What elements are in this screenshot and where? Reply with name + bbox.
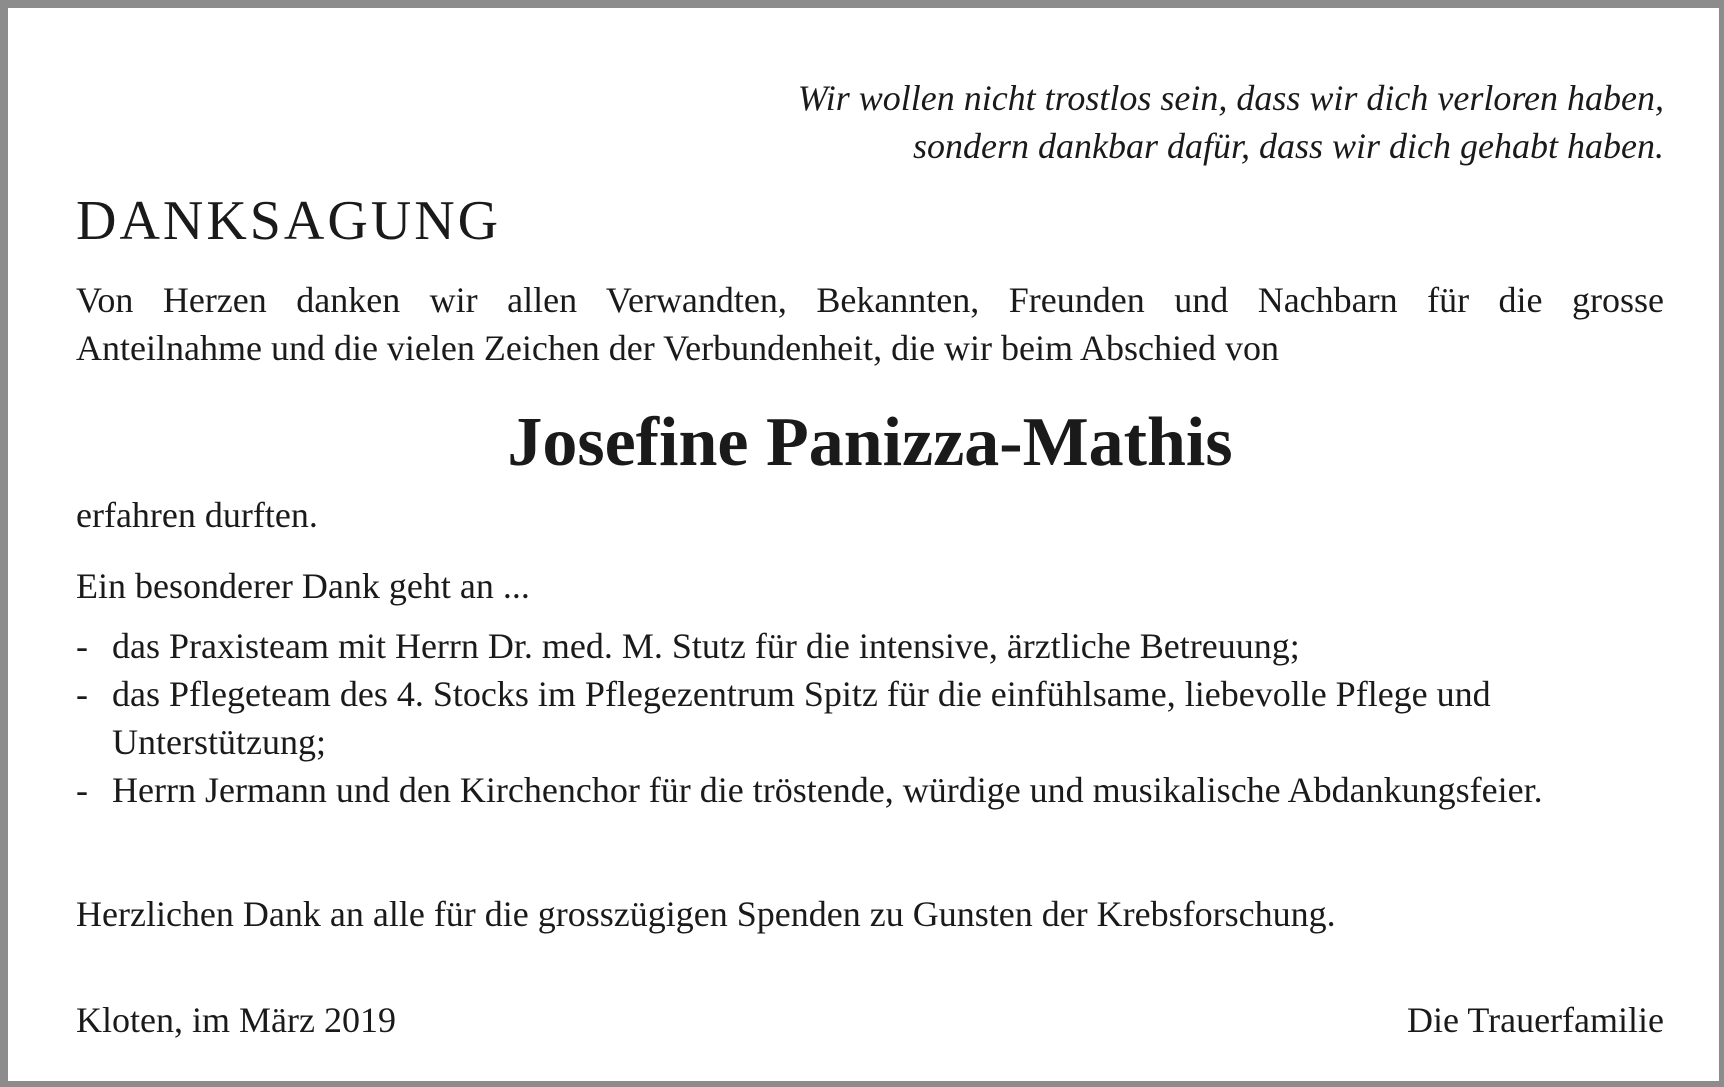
list-item-text: Herrn Jermann und den Kirchenchor für die tröstende, würdige und musikalische Abdankungsfeier. [112,770,1543,810]
list-dash: - [76,674,88,714]
list-item [76,670,1664,766]
motto-quote [564,74,1664,170]
deceased-name: Josefine Panizza-Mathis [507,404,1233,481]
list-item [76,766,1664,814]
after-name-text: erfahren durften. [76,495,318,535]
list-dash: - [76,770,88,810]
notice-heading: DANKSAGUNG [76,190,502,252]
signature: Die Trauerfamilie [1407,1000,1664,1040]
intro-line: Anteilnahme und die vielen Zeichen der Verbundenheit, die wir beim Abschied von [76,328,1279,368]
list-item-text: das Praxisteam mit Herrn Dr. med. M. Stutz für die intensive, ärztliche Betreuung; [112,626,1300,666]
motto-line: Wir wollen nicht trostlos sein, dass wir dich verloren haben, [797,78,1664,118]
donation-note: Herzlichen Dank an alle für die grosszügigen Spenden zu Gunsten der Krebsforschung. [76,894,1336,934]
special-thanks-intro: Ein besonderer Dank geht an ... [76,566,530,606]
intro-line: Von Herzen danken wir allen Verwandten, Bekannten, Freunden und Nachbarn für die grosse [76,280,1664,320]
list-item [76,622,1664,670]
motto-line: sondern dankbar dafür, dass wir dich gehabt haben. [913,126,1664,166]
special-thanks-list [76,622,1664,814]
intro-paragraph [76,276,1664,372]
list-item-text: das Pflegeteam des 4. Stocks im Pflegezentrum Spitz für die einfühlsame, liebevolle Pflege und Unterstützung; [112,674,1491,762]
place-date: Kloten, im März 2019 [76,1000,396,1040]
list-dash: - [76,626,88,666]
